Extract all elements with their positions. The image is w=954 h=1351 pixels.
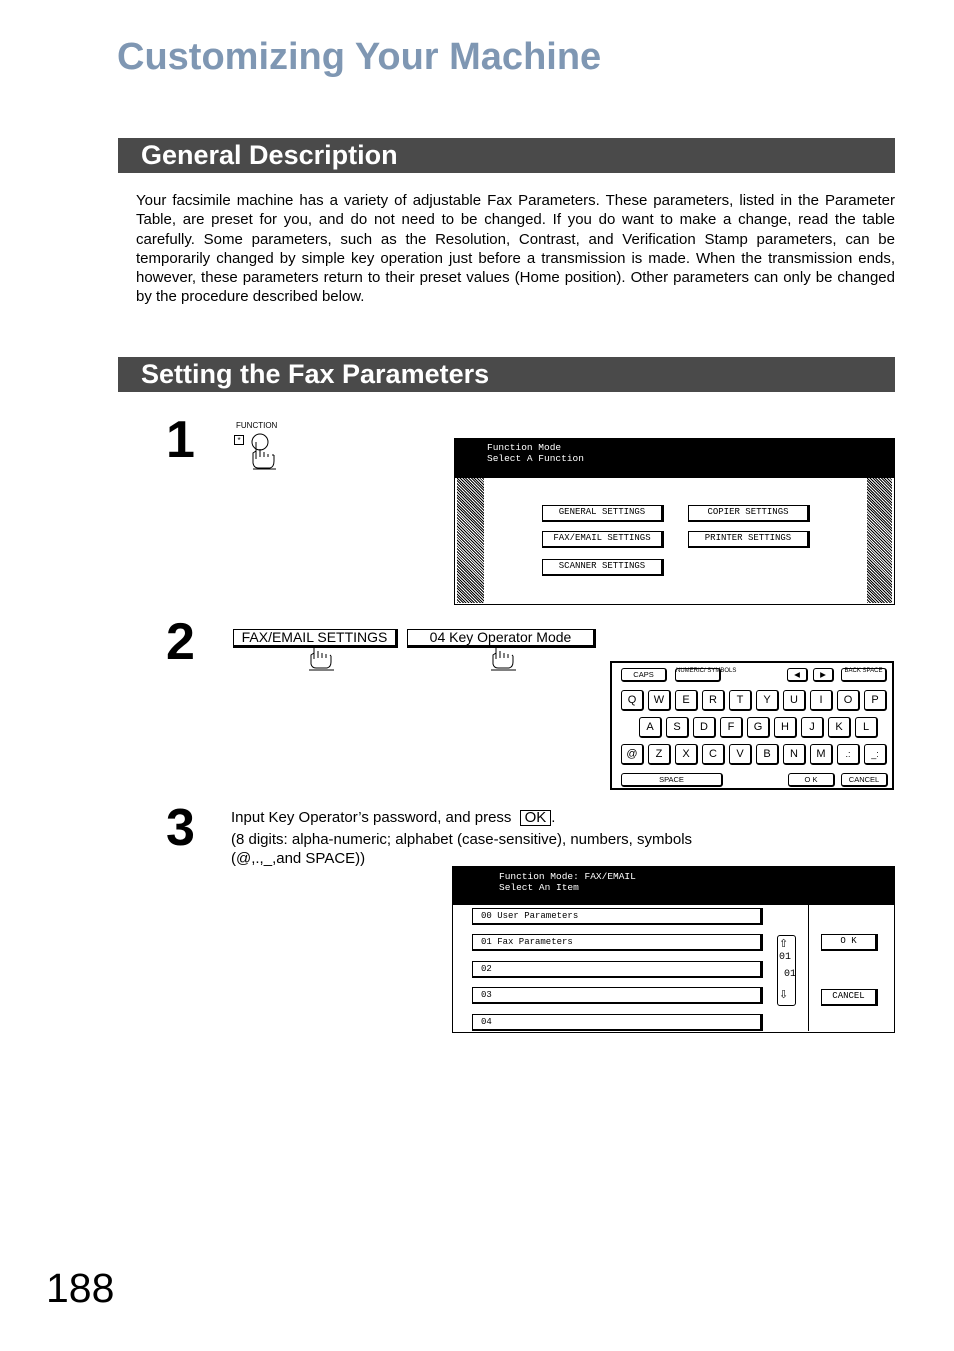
list-item[interactable]: 00 User Parameters (472, 908, 763, 925)
key-a[interactable]: A (639, 717, 662, 738)
screen-line-1: Function Mode: FAX/EMAIL (499, 871, 636, 882)
page-title: Customizing Your Machine (117, 36, 602, 78)
function-mode-screen (454, 438, 895, 605)
printer-settings-button[interactable]: PRINTER SETTINGS (688, 531, 810, 548)
key-f[interactable]: F (720, 717, 743, 738)
fax-email-item-screen (452, 866, 895, 1033)
key-b[interactable]: B (756, 744, 779, 765)
key-i[interactable]: I (810, 690, 833, 711)
ok-key[interactable]: O K (788, 773, 835, 787)
list-item[interactable]: 03 (472, 987, 763, 1004)
screen-line-2: Select An Item (499, 881, 579, 893)
function-key-label: FUNCTION (236, 421, 278, 430)
general-description-paragraph: Your facsimile machine has a variety of adjustable Fax Parameters. These parameters, listed in the Parameter Table, are preset for you, and do not need to be changed. If you do want to make a change, read the table carefully. Some parameters, such as the Resolution, Contrast, and Verification Stamp parameters, can be temporarily changed by simple key operation just before a transmission is made. When the transmission ends, however, these parameters return to their preset values (Home position). Other parameters can only be changed by the procedure described below. (136, 192, 895, 306)
space-key[interactable]: SPACE (621, 773, 723, 787)
page-current: 01 (779, 952, 792, 963)
key-s[interactable]: S (666, 717, 689, 738)
key-c[interactable]: C (702, 744, 725, 765)
key-z[interactable]: Z (648, 744, 671, 765)
page-number: 188 (46, 1265, 115, 1311)
left-arrow-icon: ◀ (794, 670, 800, 679)
key-h[interactable]: H (774, 717, 797, 738)
step-number: 2 (166, 613, 195, 671)
finger-press-icon (308, 645, 336, 671)
page-total: 01 (784, 969, 797, 980)
key-operator-mode-button[interactable]: 04 Key Operator Mode (407, 629, 596, 648)
key-r[interactable]: R (702, 690, 725, 711)
screen-line-2: Select A Function (487, 452, 584, 464)
screen-line-1: Function Mode (487, 442, 562, 453)
section-heading-bar (118, 357, 895, 392)
general-settings-button[interactable]: GENERAL SETTINGS (542, 505, 664, 522)
key-n[interactable]: N (783, 744, 806, 765)
key-y[interactable]: Y (756, 690, 779, 711)
step3-instruction (231, 808, 555, 828)
key-m[interactable]: M (810, 744, 833, 765)
instruction-text: Input Key Operator’s password, and press (231, 809, 512, 826)
key-period[interactable]: .: (837, 744, 860, 765)
function-key[interactable] (234, 433, 280, 478)
key-o[interactable]: O (837, 690, 860, 711)
screen-side-pattern (457, 478, 484, 603)
section-heading-bar (118, 138, 895, 173)
caps-key[interactable]: CAPS (621, 668, 667, 682)
right-arrow-icon: ▶ (820, 670, 826, 679)
instruction-end: . (551, 809, 556, 826)
key-q[interactable]: Q (621, 690, 644, 711)
key-t[interactable]: T (729, 690, 752, 711)
scroll-up-icon[interactable]: ⇧ (779, 938, 789, 950)
left-arrow-key[interactable] (787, 668, 808, 682)
key-l[interactable]: L (855, 717, 878, 738)
step-number: 3 (166, 799, 195, 857)
instruction-detail: (@,.,_,and SPACE)) (231, 850, 366, 867)
scanner-settings-button[interactable]: SCANNER SETTINGS (542, 559, 664, 576)
key-p[interactable]: P (864, 690, 887, 711)
divider (808, 905, 809, 1031)
key-j[interactable]: J (801, 717, 824, 738)
key-e[interactable]: E (675, 690, 698, 711)
general-description-heading: General Description (141, 140, 398, 170)
fax-parameters-heading: Setting the Fax Parameters (141, 359, 490, 389)
backspace-key[interactable]: BACK SPACE (841, 668, 887, 682)
cancel-key[interactable]: CANCEL (841, 773, 888, 787)
finger-press-icon (234, 433, 280, 473)
key-w[interactable]: W (648, 690, 671, 711)
ok-button[interactable]: O K (821, 934, 878, 951)
fax-email-settings-button[interactable]: FAX/EMAIL SETTINGS (542, 531, 664, 548)
screen-side-pattern (867, 478, 892, 603)
key-k[interactable]: K (828, 717, 851, 738)
instruction-detail: (8 digits: alpha-numeric; alphabet (case-sensitive), numbers, symbols (231, 831, 693, 848)
list-item[interactable]: 01 Fax Parameters (472, 934, 763, 951)
keyboard-screen (610, 661, 894, 790)
fax-email-settings-button[interactable]: FAX/EMAIL SETTINGS (233, 629, 398, 648)
svg-text:*: * (237, 436, 241, 445)
key-at[interactable]: @ (621, 744, 644, 765)
key-g[interactable]: G (747, 717, 770, 738)
list-item[interactable]: 02 (472, 961, 763, 978)
key-underscore[interactable]: _: (864, 744, 887, 765)
key-v[interactable]: V (729, 744, 752, 765)
scroll-down-icon[interactable]: ⇩ (779, 989, 789, 1001)
numeric-symbols-key[interactable]: NUMERIC/ SYMBOLS (675, 668, 721, 682)
cancel-button[interactable]: CANCEL (821, 989, 878, 1006)
page-scroller (777, 935, 796, 1006)
key-x[interactable]: X (675, 744, 698, 765)
ok-button[interactable]: OK (520, 810, 552, 826)
copier-settings-button[interactable]: COPIER SETTINGS (688, 505, 810, 522)
key-u[interactable]: U (783, 690, 806, 711)
list-item[interactable]: 04 (472, 1014, 763, 1031)
finger-press-icon (490, 645, 518, 671)
step-number: 1 (166, 411, 195, 469)
right-arrow-key[interactable] (813, 668, 834, 682)
key-d[interactable]: D (693, 717, 716, 738)
